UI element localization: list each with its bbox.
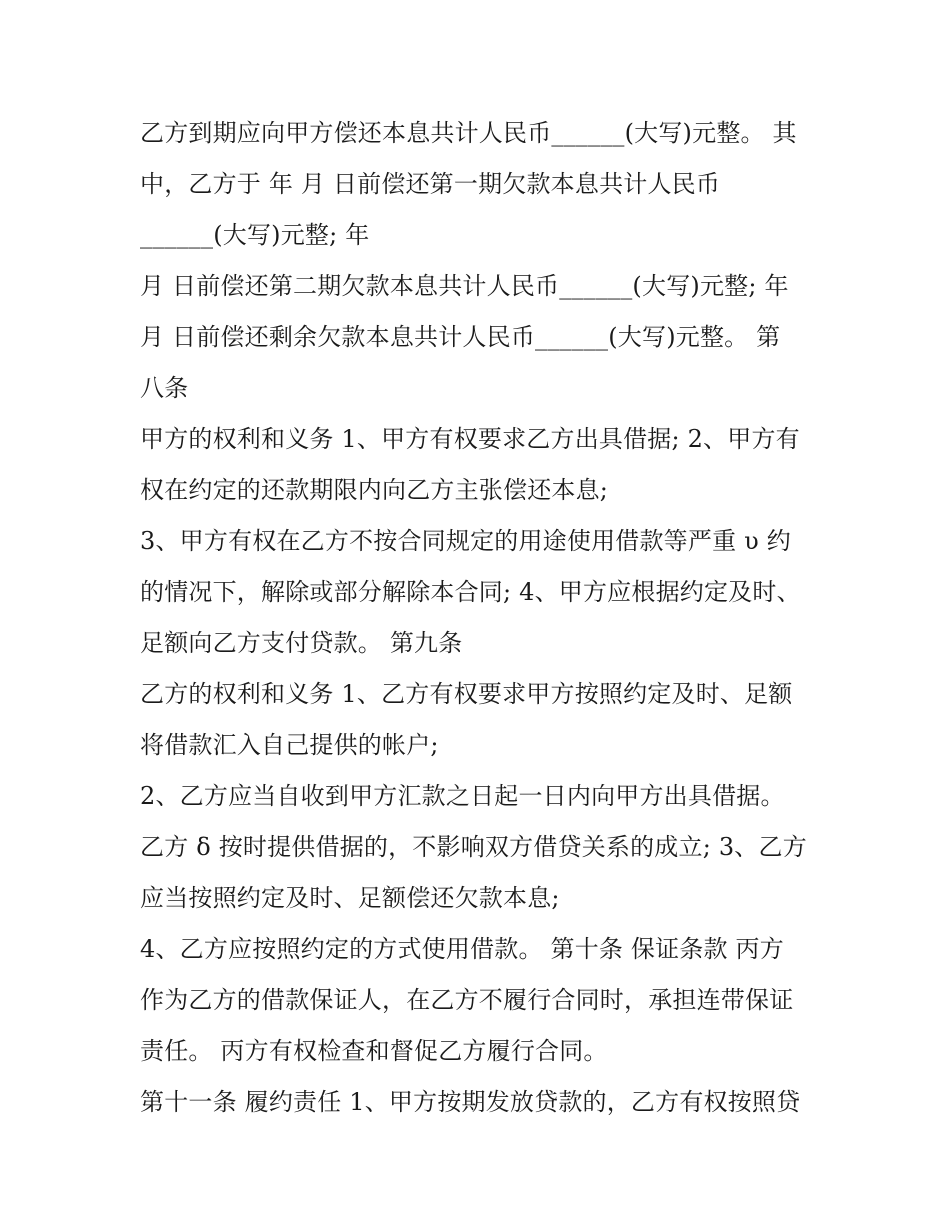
text-line: 乙方到期应向甲方偿还本息共计人民币______(大写)元整。 其 [140, 119, 797, 147]
text-line: 八条 [140, 374, 189, 402]
text-line: 甲方的权利和义务 1、甲方有权要求乙方出具借据; 2、甲方有 [140, 425, 800, 453]
text-line: 第十一条 履约责任 1、甲方按期发放贷款的，乙方有权按照贷 [140, 1088, 801, 1116]
text-line: 2、乙方应当自收到甲方汇款之日起一日内向甲方出具借据。 [140, 782, 785, 810]
text-line: 将借款汇入自己提供的帐户; [140, 731, 439, 759]
text-line: 月 日前偿还剩余欠款本息共计人民币______(大写)元整。 第 [140, 323, 781, 351]
text-line: 月 日前偿还第二期欠款本息共计人民币______(大写)元整; 年 [140, 272, 789, 300]
text-line: ______(大写)元整; 年 [140, 221, 370, 249]
text-line: 应当按照约定及时、足额偿还欠款本息; [140, 884, 560, 912]
text-line: 4、乙方应按照约定的方式使用借款。 第十条 保证条款 丙方 [140, 935, 784, 963]
text-line: 中，乙方于 年 月 日前偿还第一期欠款本息共计人民币 [140, 170, 721, 198]
text-line: 责任。 丙方有权检查和督促乙方履行合同。 [140, 1037, 608, 1065]
text-line: 权在约定的还款期限内向乙方主张偿还本息; [140, 476, 609, 504]
text-line: 乙方的权利和义务 1、乙方有权要求甲方按照约定及时、足额 [140, 680, 793, 708]
text-line: 的情况下，解除或部分解除本合同; 4、甲方应根据约定及时、 [140, 578, 801, 606]
contract-body [140, 108, 820, 1128]
text-line: 乙方 δ 按时提供借据的，不影响双方借贷关系的成立; 3、乙方 [140, 833, 807, 861]
text-line: 作为乙方的借款保证人，在乙方不履行合同时，承担连带保证 [140, 986, 794, 1014]
text-line: 3、甲方有权在乙方不按合同规定的用途使用借款等严重 υ 约 [140, 527, 791, 555]
text-line: 足额向乙方支付贷款。 第九条 [140, 629, 463, 657]
